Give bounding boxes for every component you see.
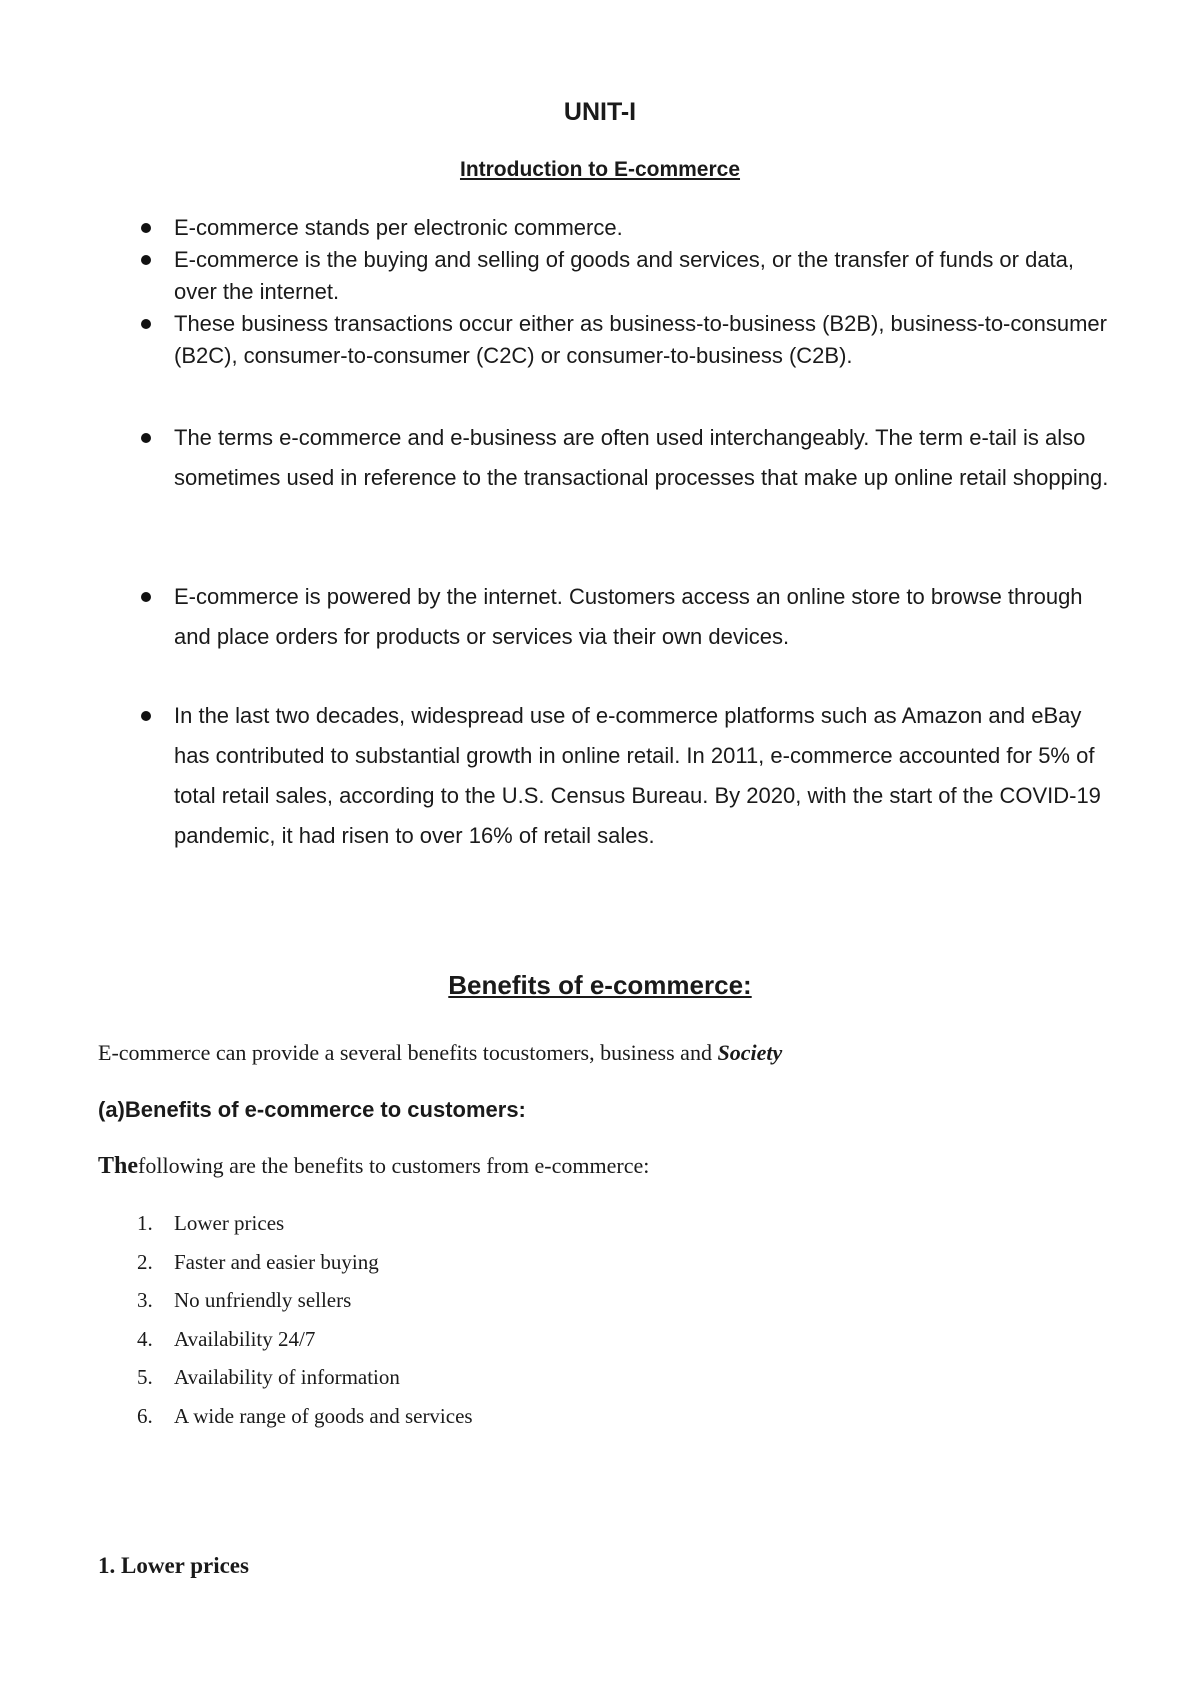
list-text: Lower prices: [174, 1211, 285, 1235]
following-text: following are the benefits to customers from e-commerce:: [138, 1153, 650, 1178]
bullet-dot-icon: [141, 223, 151, 233]
list-item: [137, 1320, 473, 1359]
bullet-dot-icon: [141, 255, 151, 265]
bullet-text: In the last two decades, widespread use of e-commerce platforms such as Amazon and eBay has contributed to substantial growth in online retail. In 2011, e-commerce accounted for 5% of total retail sales, according to the U.S. Census Bureau. By 2020, with the start of the COVID-19 pandemic, it had risen to over 16% of retail sales.: [174, 703, 1101, 848]
list-number: 2.: [137, 1249, 153, 1274]
intro-bullet-list: [174, 577, 1120, 657]
benefits-intro: [98, 1040, 782, 1066]
bullet-text: E-commerce is powered by the internet. Customers access an online store to browse through and place orders for products or services via their own devices.: [174, 584, 1083, 649]
list-item: [137, 1358, 473, 1397]
bullet-dot-icon: [141, 319, 151, 329]
list-item: [137, 1204, 473, 1243]
list-text: No unfriendly sellers: [174, 1288, 352, 1312]
bullet-item: [174, 212, 1120, 244]
list-item: [137, 1243, 473, 1282]
list-number: 3.: [137, 1288, 153, 1312]
list-number: 5.: [137, 1365, 153, 1389]
bullet-dot-icon: [141, 433, 151, 443]
following-line: [98, 1153, 649, 1180]
benefits-intro-text: E-commerce can provide a several benefits tocustomers, business and: [98, 1040, 718, 1065]
list-number: 6.: [137, 1403, 153, 1428]
customer-benefits-list: [137, 1204, 473, 1435]
bullet-item: [174, 308, 1120, 372]
intro-heading: Introduction to E-commerce: [459, 158, 741, 181]
list-text: Availability of information: [174, 1365, 400, 1389]
lower-prices-heading: 1. Lower prices: [98, 1553, 249, 1578]
bullet-text: E-commerce is the buying and selling of goods and services, or the transfer of funds or data, over the internet.: [174, 247, 1075, 304]
bullet-item: [174, 696, 1120, 856]
list-item: [137, 1281, 473, 1320]
bullet-text: These business transactions occur either as business-to-business (B2B), business-to-consumer (B2C), consumer-to-consumer (C2C) or consumer-to-business (C2B).: [174, 311, 1107, 368]
customers-benefits-heading: (a)Benefits of e-commerce to customers:: [98, 1097, 526, 1122]
following-prefix: The: [98, 1153, 139, 1179]
bullet-item: [174, 577, 1120, 657]
list-text: Faster and easier buying: [174, 1249, 379, 1274]
unit-title: UNIT-I: [563, 98, 637, 126]
intro-bullet-list: [174, 696, 1120, 856]
bullet-text: E-commerce stands per electronic commerce.: [174, 215, 623, 240]
bullet-text: The terms e-commerce and e-business are often used interchangeably. The term e-tail is also sometimes used in reference to the transactional processes that make up online retail shopping.: [174, 425, 1109, 490]
list-number: 1.: [137, 1211, 153, 1235]
list-item: [137, 1397, 473, 1436]
list-text: Availability 24/7: [174, 1326, 316, 1351]
bullet-dot-icon: [141, 592, 151, 602]
intro-bullet-list: [174, 418, 1120, 498]
bullet-item: [174, 244, 1120, 308]
list-number: 4.: [137, 1326, 153, 1351]
bullet-item: [174, 418, 1120, 498]
benefits-intro-emphasis: Society: [717, 1040, 783, 1065]
intro-bullet-list: [174, 212, 1120, 372]
bullet-dot-icon: [141, 711, 151, 721]
list-text: A wide range of goods and services: [174, 1403, 473, 1428]
benefits-heading: Benefits of e-commerce:: [448, 970, 752, 1000]
